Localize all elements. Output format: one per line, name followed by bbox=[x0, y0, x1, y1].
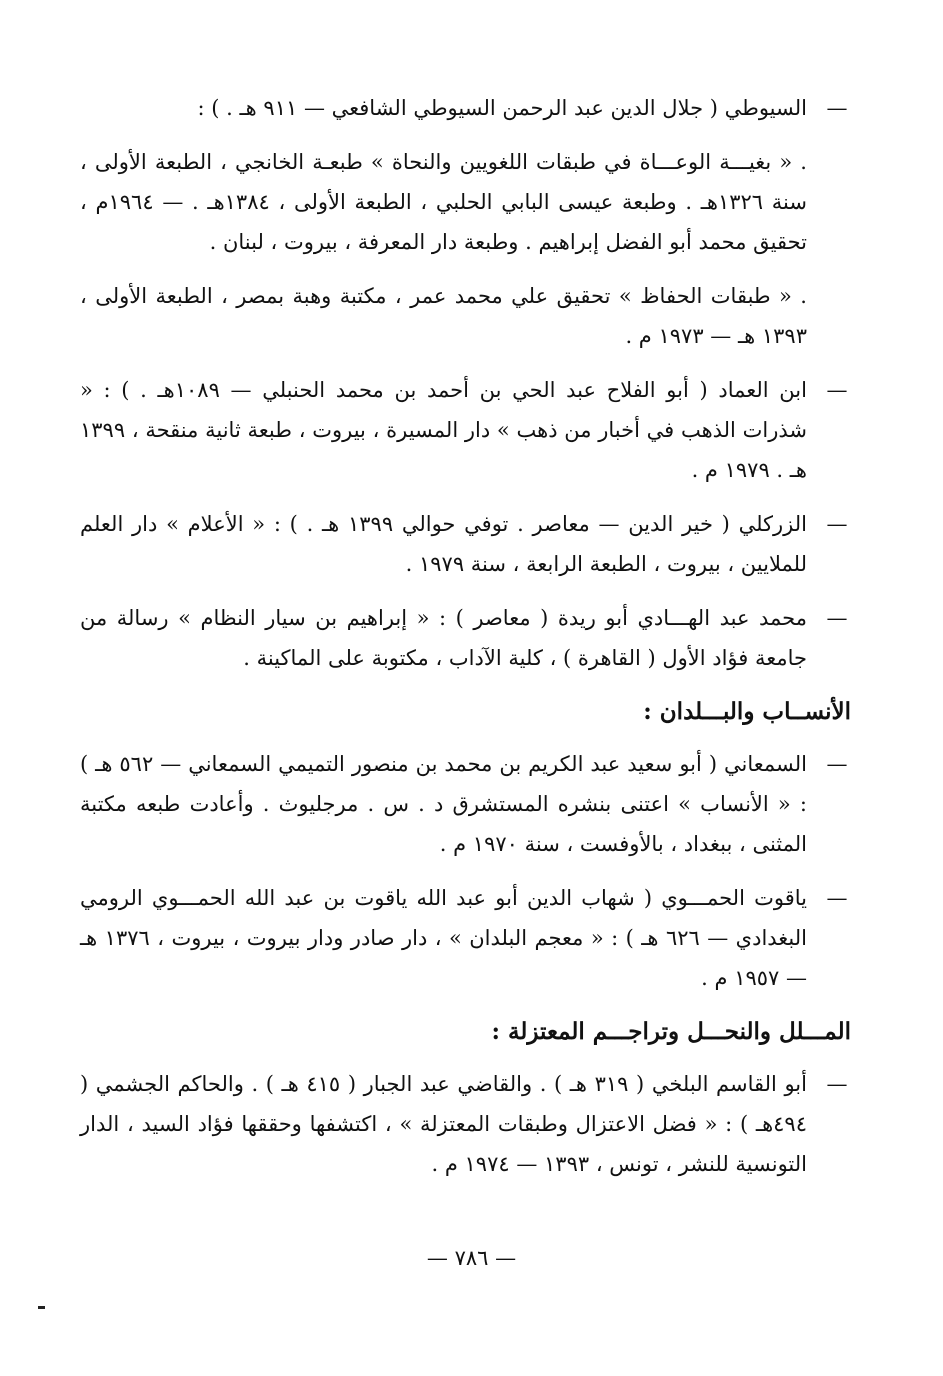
entry-text: ابن العماد ( أبو الفلاح عبد الحي بن أحمد بن محمد الحنبلي — ١٠٨٩هـ . ) : « شذرات الذهب في أخبار من ذهب » دار المسيرة ، بيروت ، طبعة ثانية منقحة ، ١٣٩٩ هـ . ١٩٧٩ م . bbox=[80, 378, 807, 482]
entry-text: أبو القاسم البلخي ( ٣١٩ هـ ) . والقاضي عبد الجبار ( ٤١٥ هـ ) . والحاكم الجشمي ( ٤٩٤هـ ) : « فضل الاعتزال وطبقات المعتزلة » ، اكتشفها وحققها فؤاد السيد ، الدار التونسية للنشر ، تونس ، ١٣٩٣ — ١٩٧٤ م . bbox=[80, 1072, 807, 1176]
entry-dash: — bbox=[826, 96, 848, 120]
entry-text: محمد عبد الهـــادي أبو ريدة ( معاصر ) : « إبراهيم بن سيار النظام » رسالة من جامعة فؤاد الأول ( القاهرة ) ، كلية الآداب ، مكتوبة على الماكينة . bbox=[80, 606, 807, 670]
entry-dash: — bbox=[826, 752, 848, 776]
bibliography-entry bbox=[80, 504, 851, 584]
sub-entry: . « طبقات الحفاظ » تحقيق علي محمد عمر ، مكتبة وهبة بمصر ، الطبعة الأولى ، ١٣٩٣ هـ — ١٩٧٣ م . bbox=[80, 284, 807, 348]
bibliography-entry bbox=[80, 88, 851, 128]
page-number: — ٧٨٦ — bbox=[426, 1246, 517, 1270]
entry-text: ياقوت الحمـــوي ( شهاب الدين أبو عبد الله ياقوت بن عبد الله الحمـــوي الرومي البغدادي — ٦٢٦ هـ ) : « معجم البلدان » ، دار صادر ودار بيروت ، بيروت ، ١٣٧٦ هـ — ١٩٥٧ م . bbox=[80, 886, 808, 990]
sub-entry: . « بغيـــة الوعـــاة في طبقات اللغويين والنحاة » طبعـة الخانجي ، الطبعة الأولى ، سنة ١٣٢٦هـ . وطبعة عيسى البابي الحلبي ، الطبعة الأولى ، ١٣٨٤هـ . — ١٩٦٤م ، تحقيق محمد أبو الفضل إبراهيم . وطبعة دار المعرفة ، بيروت ، لبنان . bbox=[80, 150, 807, 254]
entry-text: الزركلي ( خير الدين — معاصر . توفي حوالي ١٣٩٩ هـ . ) : « الأعلام » دار العلم للملايين ، بيروت ، الطبعة الرابعة ، سنة ١٩٧٩ . bbox=[80, 512, 807, 576]
section-heading: المـــلل والنحـــل وتراجـــم المعتزلة : bbox=[491, 1018, 851, 1045]
section-heading: الأنســاب والبـــلدان : bbox=[643, 698, 851, 725]
entry-dash: — bbox=[826, 886, 848, 910]
bibliography-entry bbox=[80, 370, 851, 490]
bibliography-entry bbox=[80, 878, 851, 998]
entry-text: السيوطي ( جلال الدين عبد الرحمن السيوطي الشافعي — ٩١١ هـ . ) : bbox=[197, 96, 807, 120]
entry-dash: — bbox=[826, 378, 848, 402]
bibliography-content bbox=[80, 88, 851, 1184]
bibliography-entry bbox=[80, 1064, 851, 1184]
entry-dash: — bbox=[826, 512, 848, 536]
entry-dash: — bbox=[826, 606, 848, 630]
entry-dash: — bbox=[826, 1072, 848, 1096]
bibliography-entry bbox=[80, 598, 851, 678]
margin-mark bbox=[38, 1306, 45, 1309]
bibliography-entry bbox=[80, 744, 851, 864]
entry-text: السمعاني ( أبو سعيد عبد الكريم بن محمد بن منصور التميمي السمعاني — ٥٦٢ هـ ) : « الأنساب » اعتنى بنشره المستشرق د . س . مرجليوث . وأعادت طبعه مكتبة المثنى ، ببغداد ، بالأوفست ، سنة ١٩٧٠ م . bbox=[80, 752, 807, 856]
